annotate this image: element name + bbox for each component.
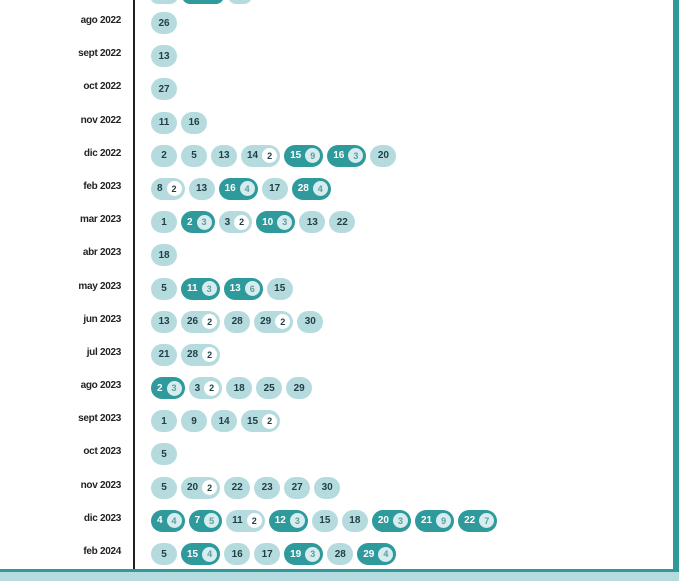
day-pill-highlighted[interactable] xyxy=(372,510,411,532)
month-label: mar 2023 xyxy=(80,214,121,226)
day-number: 13 xyxy=(196,183,208,195)
day-number: 15 xyxy=(247,415,259,427)
day-pill[interactable] xyxy=(151,311,177,333)
count-badge: 3 xyxy=(277,215,292,230)
day-number: 5 xyxy=(191,150,197,162)
day-number: 19 xyxy=(290,548,302,560)
day-number: 22 xyxy=(336,216,348,228)
count-badge: 2 xyxy=(167,181,182,196)
month-label: dic 2023 xyxy=(83,512,121,524)
day-pill[interactable] xyxy=(181,112,207,134)
month-row xyxy=(0,506,679,539)
day-pill-list xyxy=(151,178,331,200)
month-label: dic 2022 xyxy=(83,147,121,159)
day-number: 27 xyxy=(158,83,170,95)
count-badge: 2 xyxy=(262,414,277,429)
day-pill[interactable] xyxy=(151,211,177,233)
month-label: jun 2023 xyxy=(83,313,121,325)
day-pill[interactable] xyxy=(151,178,185,200)
day-pill-list xyxy=(151,145,396,167)
count-badge: 2 xyxy=(202,347,217,362)
day-pill[interactable] xyxy=(267,278,293,300)
day-pill-highlighted[interactable] xyxy=(327,145,366,167)
count-badge: 7 xyxy=(479,513,494,528)
day-number: 4 xyxy=(157,515,163,527)
day-pill[interactable] xyxy=(314,477,340,499)
day-pill[interactable] xyxy=(211,410,237,432)
count-badge: 3 xyxy=(393,513,408,528)
day-number: 5 xyxy=(161,482,167,494)
day-pill-highlighted[interactable] xyxy=(181,543,220,565)
day-pill-highlighted[interactable] xyxy=(284,145,323,167)
count-badge: 4 xyxy=(167,513,182,528)
day-pill[interactable] xyxy=(254,311,293,333)
month-row xyxy=(0,539,679,572)
day-number: 14 xyxy=(247,150,259,162)
month-label: nov 2022 xyxy=(80,114,121,126)
day-pill[interactable] xyxy=(151,410,177,432)
day-pill-list xyxy=(151,12,177,34)
day-pill-highlighted[interactable] xyxy=(415,510,454,532)
month-label: sept 2022 xyxy=(78,48,121,60)
month-row xyxy=(0,174,679,207)
day-pill[interactable] xyxy=(226,377,252,399)
day-pill[interactable] xyxy=(312,510,338,532)
month-row xyxy=(0,141,679,174)
day-number: 13 xyxy=(218,150,230,162)
day-pill[interactable] xyxy=(151,278,177,300)
day-number: 25 xyxy=(263,382,275,394)
day-number: 11 xyxy=(232,515,243,527)
day-number: 12 xyxy=(274,515,286,527)
day-pill[interactable] xyxy=(151,443,177,465)
count-badge: 2 xyxy=(262,148,277,163)
day-pill-list xyxy=(151,78,177,100)
day-pill-highlighted[interactable] xyxy=(151,377,185,399)
day-pill[interactable] xyxy=(329,211,355,233)
day-number: 15 xyxy=(187,548,199,560)
day-pill-highlighted[interactable] xyxy=(292,178,331,200)
day-pill-list xyxy=(151,443,177,465)
day-pill[interactable] xyxy=(151,145,177,167)
day-pill[interactable] xyxy=(256,377,282,399)
month-row xyxy=(0,340,679,373)
day-pill[interactable] xyxy=(241,410,280,432)
day-pill[interactable] xyxy=(151,45,177,67)
day-number: 13 xyxy=(158,50,170,62)
count-badge: 4 xyxy=(240,181,255,196)
month-label: sept 2023 xyxy=(78,413,121,425)
month-row xyxy=(0,439,679,472)
day-number: 5 xyxy=(161,548,167,560)
day-number: 18 xyxy=(158,249,170,261)
day-pill-highlighted[interactable] xyxy=(269,510,308,532)
day-number: 1 xyxy=(161,216,167,228)
day-number: 18 xyxy=(349,515,361,527)
day-pill-highlighted[interactable] xyxy=(181,278,220,300)
day-pill[interactable] xyxy=(189,377,223,399)
day-pill-highlighted[interactable] xyxy=(151,510,185,532)
day-pill-highlighted[interactable] xyxy=(181,211,215,233)
day-pill[interactable] xyxy=(151,12,177,34)
month-row xyxy=(0,274,679,307)
day-number: 5 xyxy=(161,283,167,294)
day-number: 21 xyxy=(158,349,170,361)
day-number: 16 xyxy=(333,150,345,162)
day-number: 30 xyxy=(304,316,316,328)
day-pill-highlighted[interactable] xyxy=(357,543,396,565)
day-number: 29 xyxy=(293,382,305,394)
day-number: 26 xyxy=(158,17,170,29)
count-badge: 2 xyxy=(202,480,217,495)
day-pill[interactable] xyxy=(342,510,368,532)
day-number: 23 xyxy=(261,482,273,494)
month-label: ago 2022 xyxy=(80,15,121,26)
day-pill[interactable] xyxy=(189,178,215,200)
bottom-scroll-border xyxy=(0,569,679,581)
day-pill-highlighted[interactable] xyxy=(256,211,295,233)
month-label: jul 2023 xyxy=(86,346,121,358)
day-pill-highlighted[interactable] xyxy=(458,510,497,532)
day-number: 2 xyxy=(161,150,167,162)
count-badge: 3 xyxy=(197,215,212,230)
day-number: 28 xyxy=(334,548,346,560)
day-number: 11 xyxy=(187,283,198,294)
day-number: 28 xyxy=(231,316,243,328)
day-number: 20 xyxy=(187,482,199,494)
day-pill[interactable] xyxy=(181,145,207,167)
day-number: 15 xyxy=(274,283,286,294)
day-pill-list xyxy=(151,410,280,432)
month-row xyxy=(0,74,679,107)
day-number: 7 xyxy=(194,515,201,527)
month-label: feb 2023 xyxy=(83,180,121,192)
day-pill-list xyxy=(151,377,312,399)
day-number: 3 xyxy=(224,216,231,228)
count-badge: 4 xyxy=(202,547,217,562)
day-pill-list xyxy=(151,244,177,266)
day-pill[interactable] xyxy=(254,543,280,565)
day-number: 17 xyxy=(269,183,281,195)
day-number: 29 xyxy=(260,316,272,328)
day-pill-list xyxy=(151,344,220,366)
count-badge: 9 xyxy=(305,148,320,163)
month-label: abr 2023 xyxy=(82,247,121,259)
month-label: ago 2023 xyxy=(80,380,121,392)
day-number: 11 xyxy=(158,117,170,129)
day-number: 28 xyxy=(187,349,199,361)
day-number: 20 xyxy=(377,150,389,162)
day-number: 13 xyxy=(229,283,241,294)
day-pill[interactable] xyxy=(299,211,325,233)
month-row xyxy=(0,240,679,273)
count-badge: 3 xyxy=(167,381,182,396)
day-pill[interactable] xyxy=(181,410,207,432)
count-badge: 4 xyxy=(313,181,328,196)
clipped-day-pill xyxy=(150,0,178,4)
day-number: 28 xyxy=(297,183,309,195)
day-number: 2 xyxy=(157,382,163,394)
day-pill[interactable] xyxy=(219,211,253,233)
day-pill[interactable] xyxy=(151,112,177,134)
day-pill[interactable] xyxy=(181,344,220,366)
day-pill[interactable] xyxy=(286,377,312,399)
day-number: 9 xyxy=(191,415,197,427)
count-badge: 2 xyxy=(275,314,290,329)
month-row xyxy=(0,307,679,340)
day-pill[interactable] xyxy=(151,477,177,499)
day-number: 17 xyxy=(261,548,273,560)
day-number: 1 xyxy=(161,415,167,427)
day-number: 2 xyxy=(187,216,193,228)
day-pill-list xyxy=(151,477,340,499)
day-number: 22 xyxy=(231,482,243,494)
day-number: 15 xyxy=(319,515,331,527)
month-label: feb 2024 xyxy=(83,546,121,557)
day-number: 20 xyxy=(377,515,389,527)
day-pill[interactable] xyxy=(151,78,177,100)
count-badge: 3 xyxy=(202,281,217,296)
count-badge: 6 xyxy=(245,281,260,296)
day-number: 3 xyxy=(194,382,201,394)
month-label: oct 2023 xyxy=(83,446,121,458)
day-number: 16 xyxy=(224,183,236,195)
count-badge: 2 xyxy=(234,215,249,230)
day-number: 16 xyxy=(188,117,200,129)
day-pill-highlighted[interactable] xyxy=(284,543,323,565)
day-pill-list xyxy=(151,543,396,565)
month-label: nov 2023 xyxy=(80,479,121,491)
clipped-day-pill xyxy=(228,0,252,4)
month-row xyxy=(0,108,679,141)
day-number: 14 xyxy=(218,415,230,427)
day-pill-list xyxy=(151,112,207,134)
count-badge: 9 xyxy=(436,513,451,528)
month-row xyxy=(0,8,679,41)
month-row xyxy=(0,207,679,240)
count-badge: 3 xyxy=(305,547,320,562)
count-badge: 2 xyxy=(247,513,262,528)
month-row xyxy=(0,41,679,74)
day-pill[interactable] xyxy=(327,543,353,565)
month-label: may 2023 xyxy=(78,280,121,292)
month-row xyxy=(0,373,679,406)
day-number: 27 xyxy=(291,482,303,494)
day-pill-highlighted[interactable] xyxy=(189,510,223,532)
day-pill[interactable] xyxy=(151,244,177,266)
day-pill-list xyxy=(151,211,355,233)
month-rows xyxy=(0,8,679,572)
day-pill[interactable] xyxy=(370,145,396,167)
day-pill-list xyxy=(151,510,497,532)
day-number: 22 xyxy=(464,515,476,527)
day-number: 16 xyxy=(231,548,243,560)
right-scroll-border xyxy=(673,0,679,581)
day-pill[interactable] xyxy=(262,178,288,200)
day-pill[interactable] xyxy=(297,311,323,333)
day-number: 5 xyxy=(161,448,167,460)
day-number: 15 xyxy=(290,150,302,162)
day-number: 26 xyxy=(187,316,199,328)
day-number: 29 xyxy=(363,548,375,560)
day-pill[interactable] xyxy=(226,510,265,532)
day-pill-list xyxy=(151,278,293,300)
month-label: oct 2022 xyxy=(83,81,121,93)
day-pill[interactable] xyxy=(151,344,177,366)
day-pill[interactable] xyxy=(254,477,280,499)
day-pill[interactable] xyxy=(151,543,177,565)
count-badge: 4 xyxy=(378,547,393,562)
day-pill-list xyxy=(151,45,177,67)
count-badge: 3 xyxy=(290,513,305,528)
day-pill-highlighted[interactable] xyxy=(219,178,258,200)
day-pill[interactable] xyxy=(224,543,250,565)
day-pill-list xyxy=(151,311,323,333)
count-badge: 3 xyxy=(348,148,363,163)
clipped-previous-row xyxy=(150,0,252,6)
day-number: 21 xyxy=(420,515,433,527)
day-pill[interactable] xyxy=(241,145,280,167)
day-number: 13 xyxy=(158,316,170,328)
day-number: 8 xyxy=(157,183,163,195)
day-pill-highlighted[interactable] xyxy=(224,278,263,300)
clipped-day-pill xyxy=(182,0,224,4)
day-number: 18 xyxy=(233,382,245,394)
day-number: 13 xyxy=(306,216,318,228)
day-number: 10 xyxy=(262,216,274,228)
month-row xyxy=(0,473,679,506)
count-badge: 2 xyxy=(202,314,217,329)
day-pill[interactable] xyxy=(224,477,250,499)
month-row xyxy=(0,406,679,439)
day-pill[interactable] xyxy=(181,311,220,333)
day-pill[interactable] xyxy=(224,311,250,333)
day-pill[interactable] xyxy=(211,145,237,167)
count-badge: 5 xyxy=(204,513,219,528)
day-pill[interactable] xyxy=(284,477,310,499)
count-badge: 2 xyxy=(204,381,219,396)
day-pill[interactable] xyxy=(181,477,220,499)
day-number: 30 xyxy=(321,482,333,494)
